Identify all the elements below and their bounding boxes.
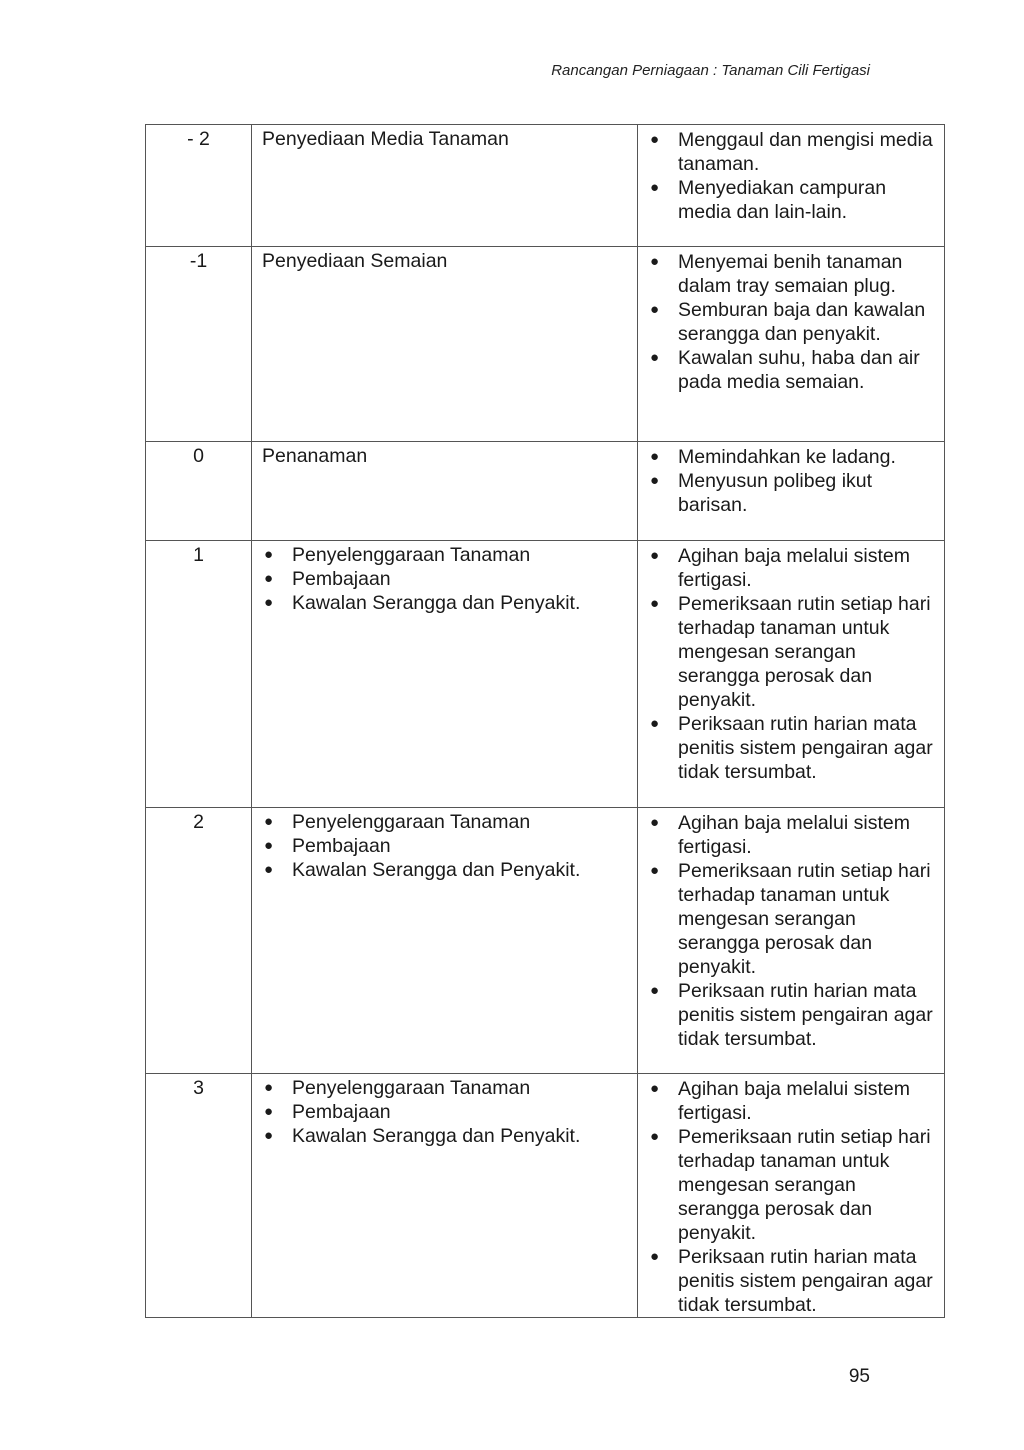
work-item [648, 712, 938, 784]
bullet-icon: ● [650, 595, 660, 612]
bullet-icon: ● [264, 861, 274, 878]
work-item [648, 811, 938, 859]
activity-item-text: Kawalan Serangga dan Penyakit. [292, 1125, 581, 1147]
bullet-icon: ● [650, 715, 660, 732]
work-list [648, 445, 938, 517]
bullet-icon: ● [650, 472, 660, 489]
table-row [146, 125, 945, 247]
work-item-text: Agihan baja melalui sistem fertigasi. [678, 1078, 910, 1124]
work-item-text: Agihan baja melalui sistem fertigasi. [678, 545, 910, 591]
work-item [648, 544, 938, 592]
work-list [648, 250, 938, 394]
work-item [648, 128, 938, 176]
bullet-icon: ● [264, 570, 274, 587]
table-row [146, 541, 945, 808]
activity-list [262, 810, 629, 882]
activity-item [262, 543, 629, 567]
table-row [146, 1074, 945, 1318]
bullet-icon: ● [264, 546, 274, 563]
work-item [648, 250, 938, 298]
work-item-text: Menyusun polibeg ikut barisan. [678, 470, 873, 516]
running-header: Rancangan Perniagaan : Tanaman Cili Fertigasi [551, 62, 870, 79]
week-cell: -1 [146, 247, 252, 442]
bullet-icon: ● [650, 253, 660, 270]
bullet-icon: ● [264, 1127, 274, 1144]
work-cell [638, 125, 945, 247]
activity-text: Penyediaan Media Tanaman [262, 128, 509, 150]
bullet-icon: ● [264, 837, 274, 854]
bullet-icon: ● [650, 448, 660, 465]
work-item [648, 469, 938, 517]
activity-item [262, 810, 629, 834]
work-cell [638, 442, 945, 541]
work-item [648, 1125, 938, 1245]
work-item-text: Menggaul dan mengisi media tanaman. [678, 129, 933, 175]
work-list [648, 811, 938, 1051]
bullet-icon: ● [650, 1128, 660, 1145]
bullet-icon: ● [650, 301, 660, 318]
work-item [648, 979, 938, 1051]
work-item [648, 176, 938, 224]
work-item [648, 1245, 938, 1317]
activity-item-text: Pembajaan [292, 568, 391, 590]
bullet-icon: ● [264, 1079, 274, 1096]
work-item [648, 1077, 938, 1125]
activity-item-text: Pembajaan [292, 835, 391, 857]
week-cell: 2 [146, 808, 252, 1074]
work-item-text: Pemeriksaan rutin setiap hari terhadap tanaman untuk mengesan serangan serangga perosak dan penyakit. [678, 1126, 931, 1244]
work-item-text: Pemeriksaan rutin setiap hari terhadap tanaman untuk mengesan serangan serangga perosak dan penyakit. [678, 860, 931, 978]
activity-item [262, 591, 629, 615]
activity-cell [252, 541, 638, 808]
work-item-text: Menyemai benih tanaman dalam tray semaian plug. [678, 251, 903, 297]
activity-item [262, 1124, 629, 1148]
work-item-text: Kawalan suhu, haba dan air pada media semaian. [678, 347, 920, 393]
bullet-icon: ● [650, 814, 660, 831]
bullet-icon: ● [650, 179, 660, 196]
week-cell: 0 [146, 442, 252, 541]
work-cell [638, 247, 945, 442]
work-item [648, 859, 938, 979]
work-item-text: Periksaan rutin harian mata penitis sistem pengairan agar tidak tersumbat. [678, 980, 933, 1050]
work-list [648, 128, 938, 224]
activity-list [262, 543, 629, 615]
work-item-text: Periksaan rutin harian mata penitis sistem pengairan agar tidak tersumbat. [678, 713, 933, 783]
work-item-text: Menyediakan campuran media dan lain-lain. [678, 177, 887, 223]
activity-item-text: Kawalan Serangga dan Penyakit. [292, 592, 581, 614]
activity-item [262, 858, 629, 882]
work-item [648, 592, 938, 712]
bullet-icon: ● [650, 982, 660, 999]
activity-item-text: Pembajaan [292, 1101, 391, 1123]
page-number: 95 [848, 1366, 870, 1387]
activity-schedule-table [145, 124, 945, 1318]
activity-item-text: Penyelenggaraan Tanaman [292, 811, 531, 833]
work-item [648, 346, 938, 394]
table-row [146, 808, 945, 1074]
activity-cell [252, 808, 638, 1074]
work-cell [638, 808, 945, 1074]
table-row [146, 247, 945, 442]
bullet-icon: ● [650, 862, 660, 879]
work-item-text: Periksaan rutin harian mata penitis sistem pengairan agar tidak tersumbat. [678, 1246, 933, 1316]
work-item-text: Memindahkan ke ladang. [678, 446, 896, 468]
work-item-text: Agihan baja melalui sistem fertigasi. [678, 812, 910, 858]
activity-text: Penyediaan Semaian [262, 250, 448, 272]
week-cell: - 2 [146, 125, 252, 247]
activity-list [262, 1076, 629, 1148]
bullet-icon: ● [650, 349, 660, 366]
work-item [648, 445, 938, 469]
work-item [648, 298, 938, 346]
bullet-icon: ● [264, 594, 274, 611]
activity-cell [252, 125, 638, 247]
activity-item [262, 1076, 629, 1100]
work-item-text: Semburan baja dan kawalan serangga dan penyakit. [678, 299, 926, 345]
bullet-icon: ● [264, 813, 274, 830]
work-list [648, 544, 938, 784]
bullet-icon: ● [650, 1248, 660, 1265]
week-cell: 3 [146, 1074, 252, 1318]
table-row [146, 442, 945, 541]
activity-cell [252, 247, 638, 442]
activity-item-text: Penyelenggaraan Tanaman [292, 544, 531, 566]
work-item-text: Pemeriksaan rutin setiap hari terhadap tanaman untuk mengesan serangan serangga perosak dan penyakit. [678, 593, 931, 711]
bullet-icon: ● [650, 131, 660, 148]
activity-item-text: Kawalan Serangga dan Penyakit. [292, 859, 581, 881]
work-cell [638, 541, 945, 808]
work-cell [638, 1074, 945, 1318]
activity-item [262, 1100, 629, 1124]
bullet-icon: ● [650, 1080, 660, 1097]
activity-cell [252, 442, 638, 541]
bullet-icon: ● [264, 1103, 274, 1120]
activity-cell [252, 1074, 638, 1318]
work-list [648, 1077, 938, 1317]
bullet-icon: ● [650, 547, 660, 564]
week-cell: 1 [146, 541, 252, 808]
activity-item [262, 834, 629, 858]
activity-item [262, 567, 629, 591]
activity-item-text: Penyelenggaraan Tanaman [292, 1077, 531, 1099]
activity-text: Penanaman [262, 445, 368, 467]
schedule-body [146, 125, 945, 1318]
